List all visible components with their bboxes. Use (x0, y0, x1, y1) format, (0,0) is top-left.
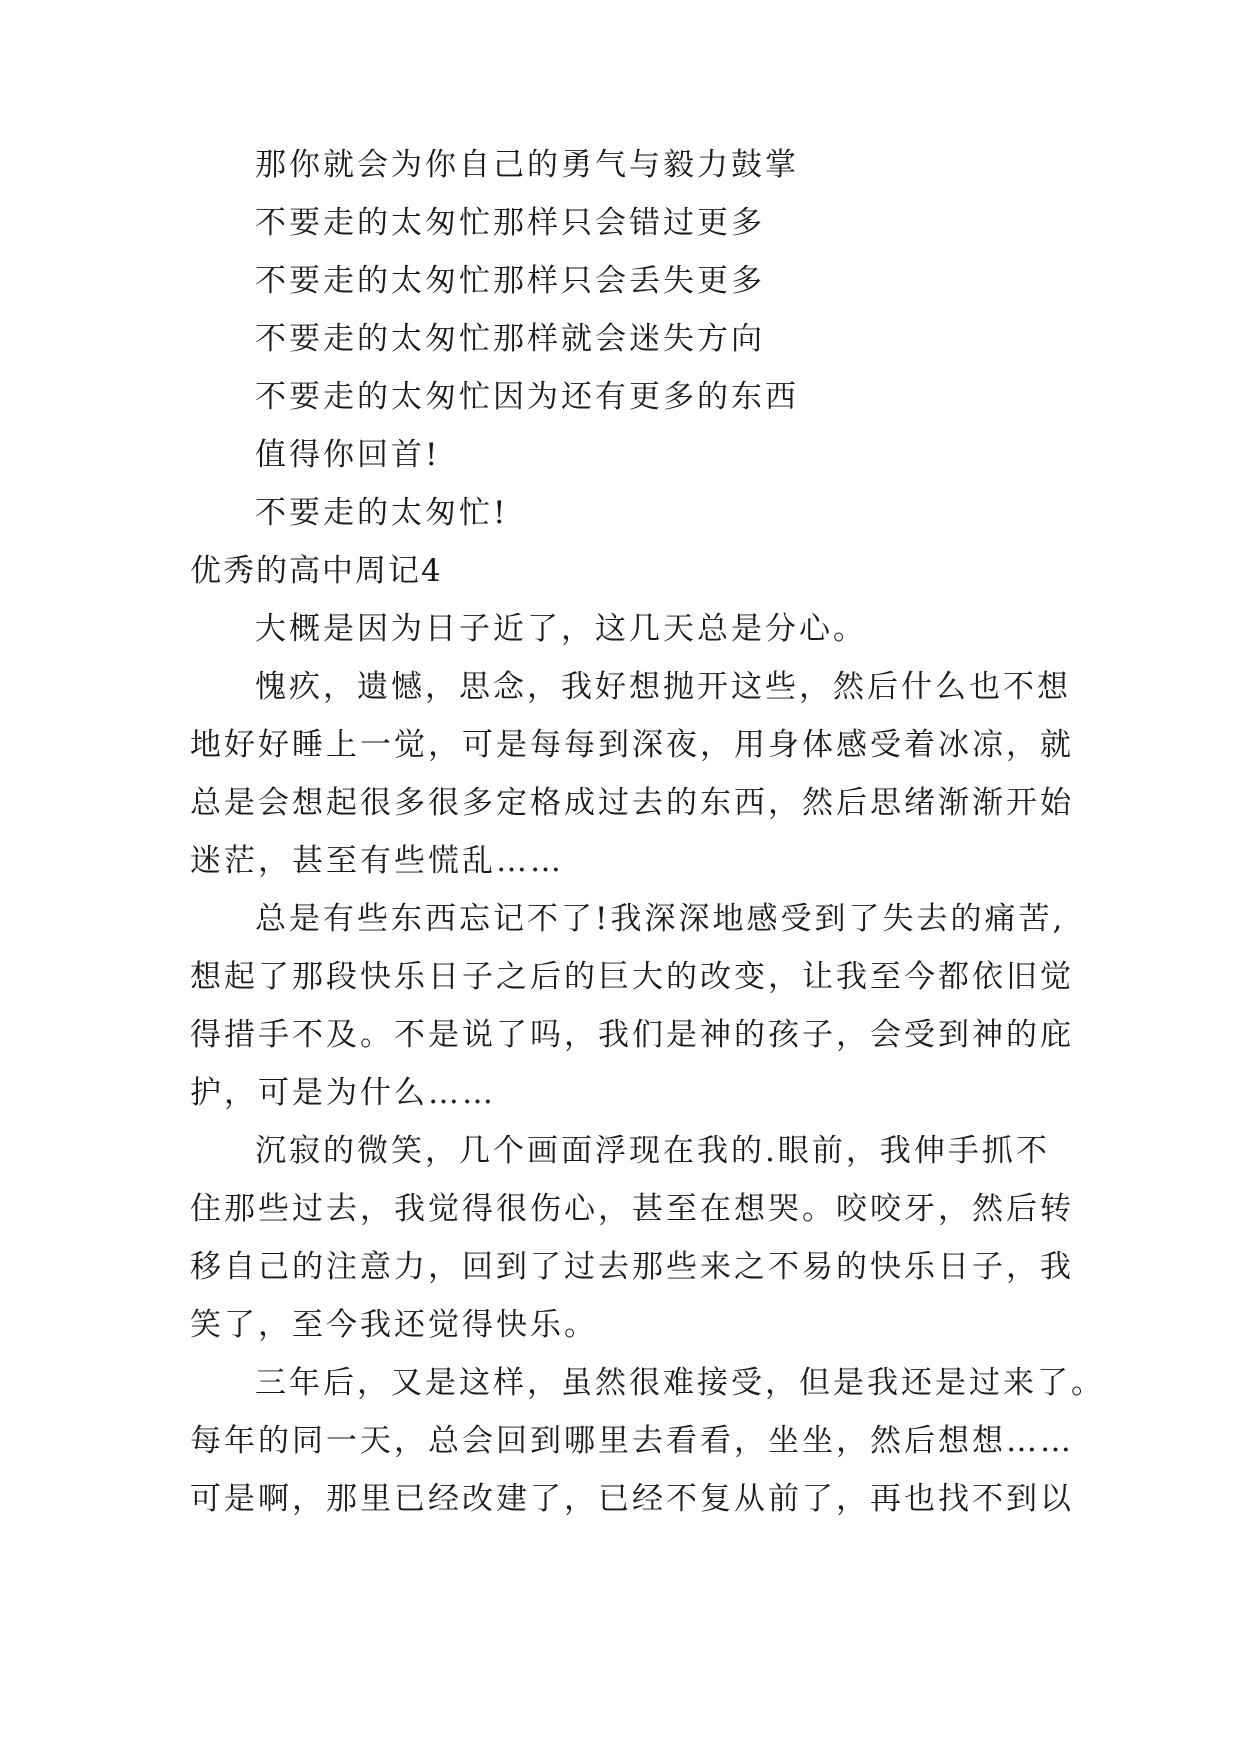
paragraph-line: 总是有些东西忘记不了!我深深地感受到了失去的痛苦, (255, 901, 1066, 937)
paragraph-line: 地好好睡上一觉，可是每每到深夜，用身体感受着冰凉，就 (190, 727, 1074, 763)
paragraph-line: 迷茫，甚至有些慌乱…… (190, 843, 564, 879)
paragraph-line: 愧疚，遗憾，思念，我好想抛开这些，然后什么也不想 (255, 669, 1071, 705)
paragraph-line: 三年后，又是这样，虽然很难接受，但是我还是过来了。 (255, 1365, 1105, 1401)
poem-line: 不要走的太匆忙! (255, 495, 509, 531)
section-heading: 优秀的高中周记4 (190, 553, 443, 589)
paragraph-line: 每年的同一天，总会回到哪里去看看，坐坐，然后想想…… (190, 1423, 1074, 1459)
paragraph-line: 总是会想起很多很多定格成过去的东西，然后思绪渐渐开始 (190, 785, 1074, 821)
paragraph-line: 移自己的注意力，回到了过去那些来之不易的快乐日子，我 (190, 1249, 1074, 1285)
paragraph-line: 大概是因为日子近了，这几天总是分心。 (255, 611, 867, 647)
poem-line: 不要走的太匆忙那样就会迷失方向 (255, 321, 765, 357)
paragraph-line: 沉寂的微笑，几个画面浮现在我的.眼前，我伸手抓不 (255, 1133, 1050, 1169)
poem-line: 那你就会为你自己的勇气与毅力鼓掌 (255, 147, 799, 183)
poem-line: 不要走的太匆忙那样只会错过更多 (255, 205, 765, 241)
poem-line: 不要走的太匆忙那样只会丢失更多 (255, 263, 765, 299)
paragraph-line: 住那些过去，我觉得很伤心，甚至在想哭。咬咬牙，然后转 (190, 1191, 1074, 1227)
paragraph-line: 想起了那段快乐日子之后的巨大的改变，让我至今都依旧觉 (190, 959, 1074, 995)
paragraph-line: 笑了，至今我还觉得快乐。 (190, 1307, 598, 1343)
paragraph-line: 护，可是为什么…… (190, 1075, 496, 1111)
paragraph-line: 可是啊，那里已经改建了，已经不复从前了，再也找不到以 (190, 1481, 1074, 1517)
poem-line: 不要走的太匆忙因为还有更多的东西 (255, 379, 799, 415)
poem-line: 值得你回首! (255, 437, 441, 473)
paragraph-line: 得措手不及。不是说了吗，我们是神的孩子，会受到神的庇 (190, 1017, 1074, 1053)
